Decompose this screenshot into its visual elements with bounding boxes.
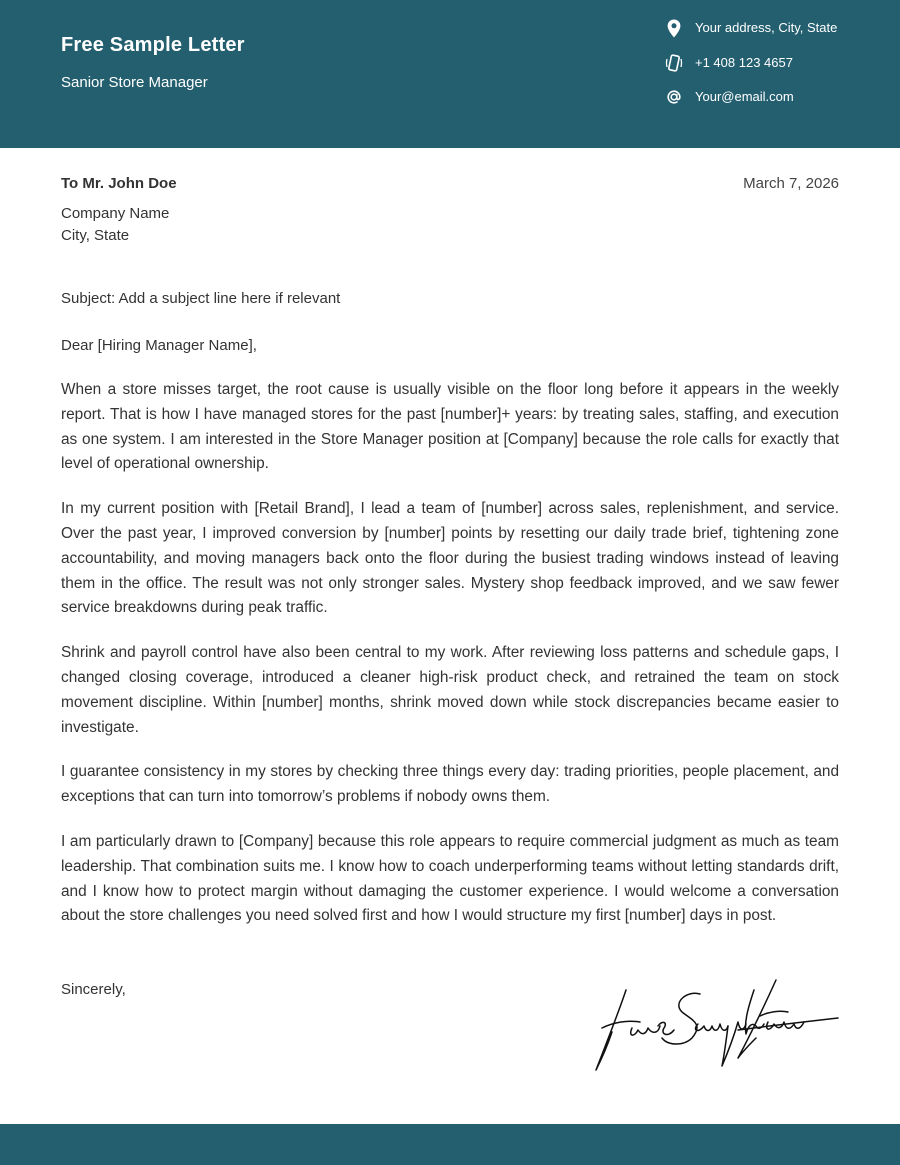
- body-paragraph: When a store misses target, the root cause is usually visible on the floor long before it appears in the weekly report. That is how I have managed stores for the past [number]+ years: by treating sales, staffing, and execution as one system. I am interested in the Store Manager position at [Company] because the role calls for exactly that level of operational ownership.: [61, 381, 839, 473]
- location-pin-icon: [665, 18, 683, 38]
- closing: Sincerely,: [61, 981, 126, 998]
- body-paragraph: In my current position with [Retail Brand], I lead a team of [number] across sales, replenishment, and service. Over the past year, I improved conversion by [number] points by resetting our daily trade brief, tightening zone accountability, and moving managers back onto the floor during the busiest trading windows instead of leaving them in the office. The result was not only stronger sales. Mystery shop feedback improved, and we saw fewer service breakdowns during peak traffic.: [61, 500, 839, 617]
- sender-role: Sanior Store Manager: [61, 74, 208, 91]
- recipient-company: Company Name: [61, 205, 170, 222]
- header-band: [0, 0, 900, 148]
- body-paragraph: I am particularly drawn to [Company] because this role appears to require commercial judgment as much as team leadership. That combination suits me. I know how to coach underperforming teams without letting standards drift, and I know how to protect margin without damaging the customer experience. I would welcome a conversation about the store challenges you need solved first and how I would structure my first [number] days in post.: [61, 832, 839, 925]
- phone-icon: [665, 53, 683, 73]
- address-text: Your address, City, State: [695, 20, 838, 35]
- signature: [588, 972, 843, 1082]
- salutation: Dear [Hiring Manager Name],: [61, 337, 257, 354]
- recipient-name: To Mr. John Doe: [61, 175, 177, 192]
- sender-name: Free Sample Letter: [61, 34, 245, 56]
- footer-band: [0, 1124, 900, 1165]
- at-sign-icon: [665, 87, 683, 107]
- phone-text: +1 408 123 4657: [695, 55, 793, 70]
- recipient-location: City, State: [61, 227, 130, 244]
- email-text: Your@email.com: [695, 89, 794, 104]
- contact-phone: [665, 53, 865, 73]
- letter-body: [61, 378, 839, 949]
- subject-line: Subject: Add a subject line here if relevant: [61, 290, 341, 307]
- contact-address: [665, 18, 865, 38]
- letter-date: March 7, 2026: [743, 175, 839, 192]
- contact-email: [665, 87, 865, 107]
- body-paragraph: Shrink and payroll control have also been central to my work. After reviewing loss patterns and schedule gaps, I changed closing coverage, introduced a cleaner high-risk product check, and retrained the team on stock movement discipline. Within [number] months, shrink moved down while stock discrepancies became easier to investigate.: [61, 644, 839, 736]
- body-paragraph: I guarantee consistency in my stores by checking three things every day: trading priorities, people placement, and exceptions that can turn into tomorrow’s problems if nobody owns them.: [61, 763, 839, 806]
